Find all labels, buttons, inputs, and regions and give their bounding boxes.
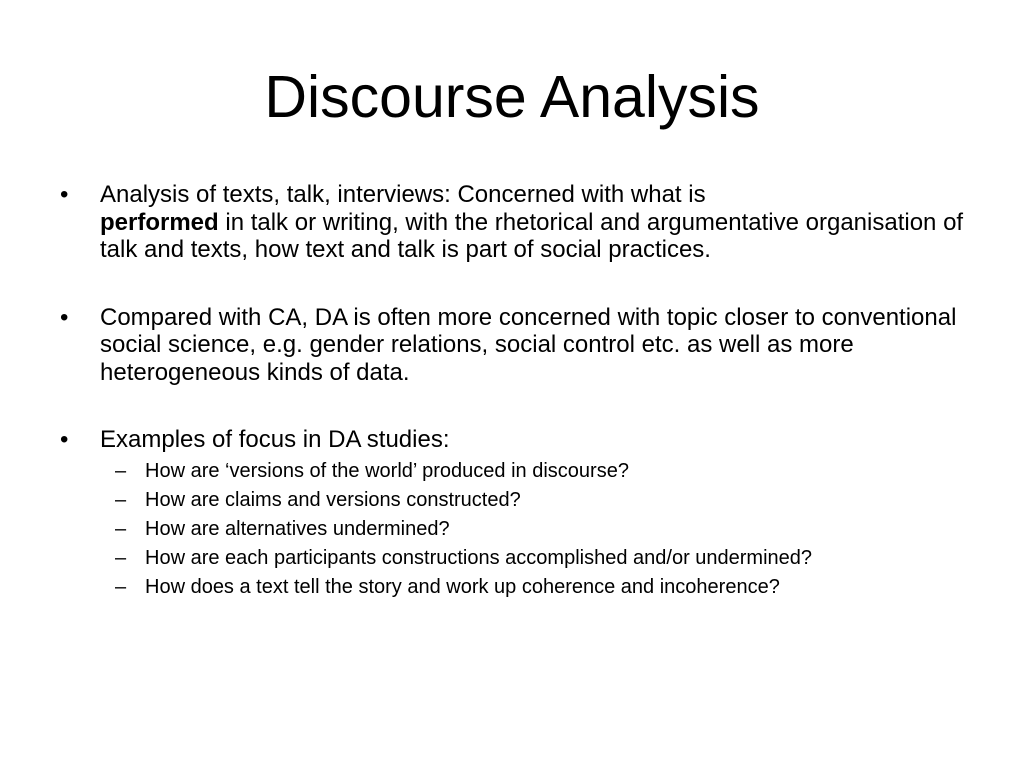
sub-bullet-item — [100, 518, 980, 541]
sub-bullet-text: How are ‘versions of the world’ produced in discourse? — [145, 459, 629, 482]
bullet-marker: • — [60, 426, 69, 453]
bullet-list — [60, 181, 980, 605]
sub-bullet-marker: – — [115, 517, 127, 540]
sub-bullet-item — [100, 489, 980, 512]
sub-bullet-marker: – — [115, 546, 127, 569]
slide-title: Discourse Analysis — [264, 64, 760, 130]
sub-bullet-list — [100, 460, 980, 599]
bullet-marker: • — [60, 181, 69, 208]
bullet-text: Analysis of texts, talk, interviews: Concerned with what is — [100, 181, 706, 208]
sub-bullet-item — [100, 576, 980, 599]
bullet-text: in talk or writing, with the rhetorical and argumentative organisation of talk and texts, how text and talk is part of social practices. — [100, 208, 964, 263]
bullet-marker: • — [60, 303, 69, 331]
sub-bullet-text: How are each participants constructions accomplished and/or undermined? — [145, 546, 813, 569]
bullet-text: Compared with CA, DA is often more concerned with topic closer to conventional social science, e.g. gender relations, social control etc. as well as more heterogeneous kinds of data. — [100, 303, 957, 386]
bullet-item — [60, 426, 980, 598]
sub-bullet-text: How are claims and versions constructed? — [145, 488, 521, 511]
bullet-item — [60, 181, 980, 264]
sub-bullet-text: How are alternatives undermined? — [145, 517, 450, 540]
bullet-text: Examples of focus in DA studies: — [100, 426, 450, 453]
sub-bullet-item — [100, 460, 980, 483]
sub-bullet-text: How does a text tell the story and work up coherence and incoherence? — [145, 575, 780, 598]
sub-bullet-item — [100, 547, 980, 570]
sub-bullet-marker: – — [115, 459, 127, 482]
sub-bullet-marker: – — [115, 488, 127, 511]
sub-bullet-marker: – — [115, 575, 127, 598]
bullet-text-bold: performed — [100, 208, 219, 236]
bullet-item — [60, 304, 980, 387]
